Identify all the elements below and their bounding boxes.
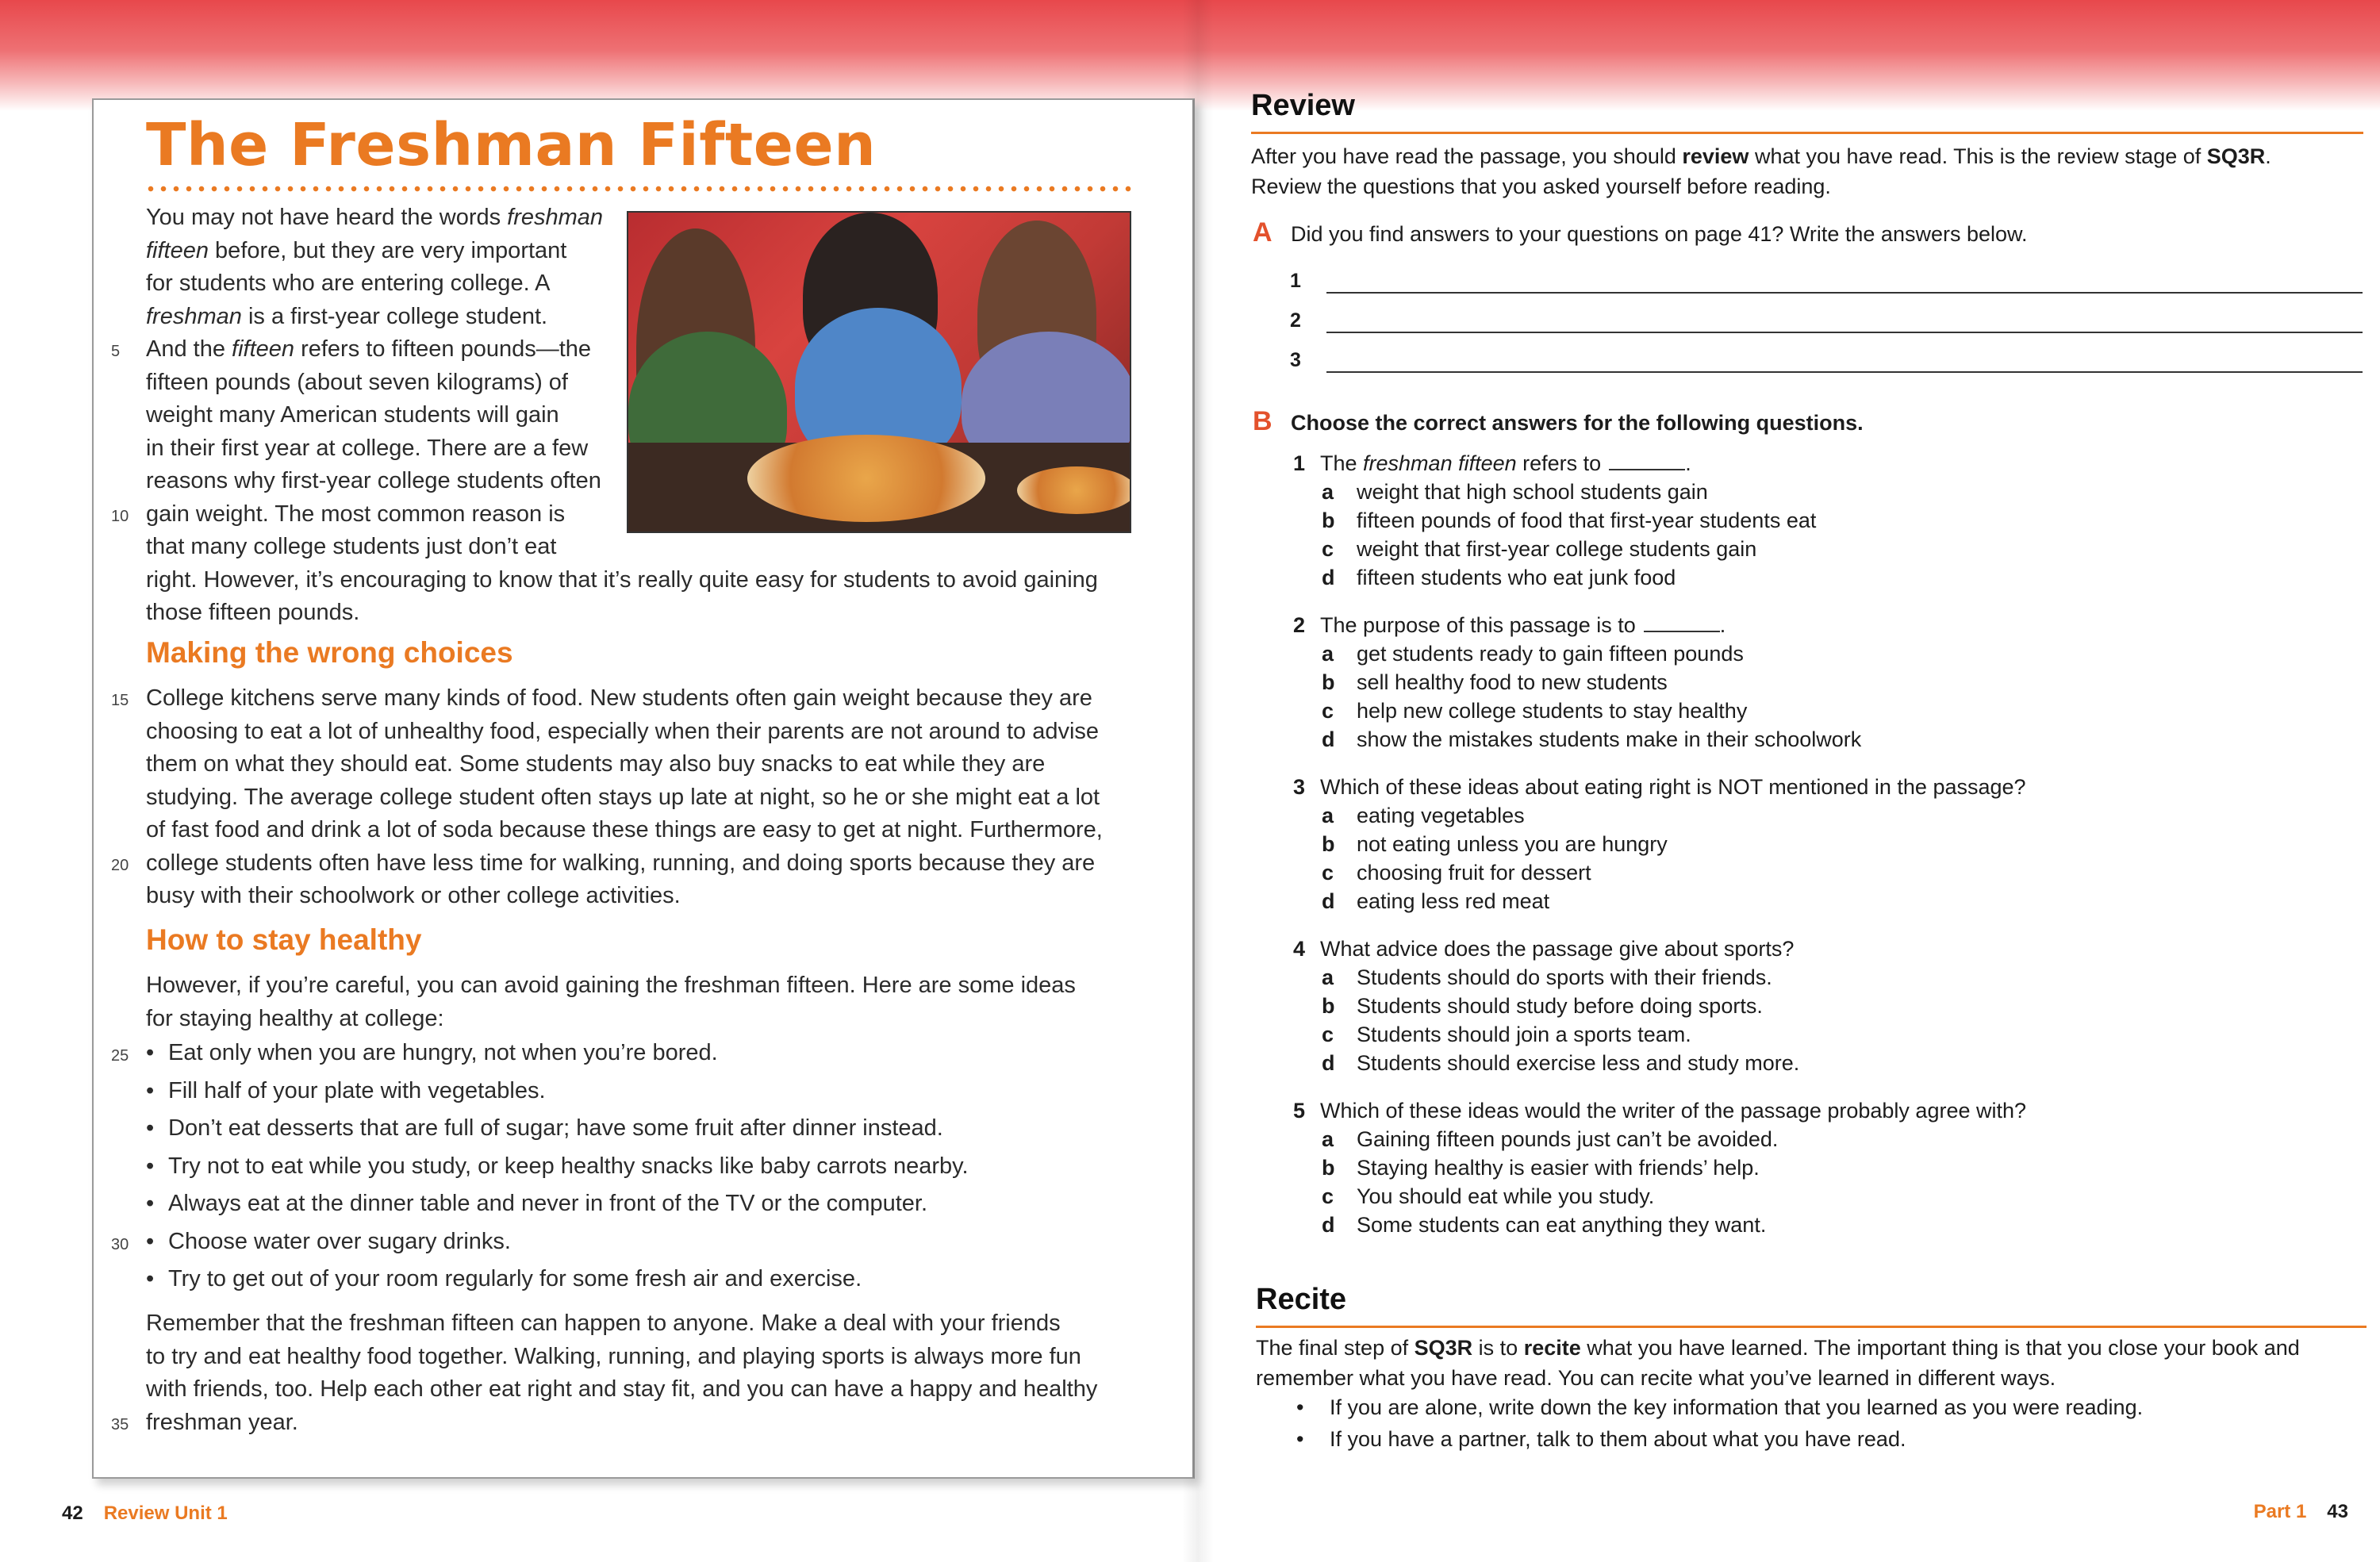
answer-blank [1644, 616, 1720, 632]
answer-number: 3 [1290, 349, 1301, 371]
intro-line: And the fifteen refers to fifteen pounds—the [146, 336, 592, 362]
line-number: 20 [111, 856, 129, 874]
intro-line: reasons why first-year college students often [146, 468, 601, 493]
answer-option[interactable]: b Students should study before doing sports. [1322, 994, 1763, 1018]
answer-option[interactable]: b sell healthy food to new students [1322, 670, 1668, 694]
students-eating-pizza-photo [627, 211, 1131, 533]
question-block [1293, 1096, 2026, 1239]
answer-option[interactable]: d Some students can eat anything they want. [1322, 1213, 1767, 1237]
intro-line: You may not have heard the words freshman [146, 205, 604, 230]
line-number: 35 [111, 1415, 129, 1433]
question-text: 4 What advice does the passage give about sports? [1293, 937, 1795, 961]
question-text: 3 Which of these ideas about eating right is NOT mentioned in the passage? [1293, 775, 2026, 799]
section1-line: college students often have less time for walking, running, and doing sports because they are [146, 850, 1096, 876]
recite-bullet-item: • If you are alone, write down the key information that you learned as you were reading. [1296, 1391, 2143, 1423]
intro-line: freshman is a first-year college student. [146, 303, 548, 329]
answer-line[interactable] [1326, 332, 2363, 333]
answer-option[interactable]: a get students ready to gain fifteen pounds [1322, 642, 1744, 666]
question-block [1293, 611, 1861, 754]
recite-intro-line-1: The final step of SQ3R is to recite what you have learned. The important thing is that you close your book and [1256, 1336, 2300, 1360]
page-number-right: 43 [2327, 1501, 2348, 1522]
intro-line: in their first year at college. There are a few [146, 435, 589, 461]
recite-rule [1256, 1326, 2367, 1328]
question-text: 2 The purpose of this passage is to . [1293, 613, 1726, 637]
healthy-tip-item: • Fill half of your plate with vegetables. [146, 1073, 969, 1111]
answer-option[interactable]: a Students should do sports with their friends. [1322, 965, 1772, 989]
answer-option[interactable]: b not eating unless you are hungry [1322, 832, 1668, 856]
answer-row[interactable] [1290, 305, 2363, 336]
answer-option[interactable]: d Students should exercise less and study more. [1322, 1051, 1800, 1075]
intro-line: right. However, it’s encouraging to know that it’s really quite easy for students to avoid gaining [146, 566, 1098, 593]
section1-line: College kitchens serve many kinds of food. New students often gain weight because they are [146, 685, 1092, 711]
section1-line: them on what they should eat. Some students may also buy snacks to eat while they are [146, 751, 1046, 777]
recite-bullet-item: • If you have a partner, talk to them about what you have read. [1296, 1423, 2143, 1455]
answer-line[interactable] [1326, 292, 2363, 294]
line-number: 5 [111, 343, 121, 360]
answer-line[interactable] [1326, 371, 2363, 373]
question-text: 5 Which of these ideas would the writer of the passage probably agree with? [1293, 1099, 2027, 1123]
review-heading: Review [1251, 89, 1355, 122]
answer-option[interactable]: a Gaining fifteen pounds just can’t be avoided. [1322, 1127, 1779, 1151]
answer-number: 1 [1290, 270, 1301, 292]
answer-row[interactable] [1290, 344, 2363, 376]
passage-title: The Freshman Fifteen [146, 111, 877, 179]
review-rule [1251, 132, 2363, 134]
answer-option[interactable]: c You should eat while you study. [1322, 1184, 1655, 1208]
intro-line: gain weight. The most common reason is [146, 501, 566, 527]
section-heading-stay-healthy: How to stay healthy [146, 923, 422, 956]
intro-line: for students who are entering college. A [146, 271, 551, 296]
closing-line: freshman year. [146, 1409, 298, 1435]
healthy-tips-list [146, 1034, 969, 1299]
page-number-left: 42 [62, 1503, 83, 1524]
title-dotted-rule [144, 186, 1134, 192]
intro-line: those fifteen pounds. [146, 600, 360, 625]
question-block [1293, 773, 2026, 915]
answer-option[interactable]: c choosing fruit for dessert [1322, 861, 1591, 885]
section-b-instruction: Choose the correct answers for the following questions. [1291, 411, 1864, 435]
section1-line: choosing to eat a lot of unhealthy food, especially when their parents are not around to advise [146, 718, 1100, 744]
intro-line: fifteen before, but they are very important [146, 237, 567, 263]
answer-blank [1609, 455, 1685, 470]
answer-number: 2 [1290, 309, 1301, 332]
recite-heading: Recite [1256, 1283, 1347, 1316]
line-number: 25 [111, 1047, 129, 1065]
answer-option[interactable]: d show the mistakes students make in their schoolwork [1322, 727, 1862, 751]
footer-part-label: Part 1 [2253, 1501, 2307, 1522]
healthy-tip-item: • Eat only when you are hungry, not when you’re bored. [146, 1034, 969, 1073]
closing-line: with friends, too. Help each other eat right and stay fit, and you can have a happy and healthy [146, 1376, 1098, 1402]
answer-option[interactable]: c weight that first-year college students gain [1322, 537, 1757, 561]
closing-line: to try and eat healthy food together. Walking, running, and playing sports is always more fun [146, 1343, 1081, 1369]
question-block [1293, 935, 1799, 1077]
question-text: 1 The freshman fifteen refers to . [1293, 451, 1691, 475]
review-intro-line-1: After you have read the passage, you should review what you have read. This is the review stage of SQ3R. [1251, 144, 2271, 168]
answer-option[interactable]: a eating vegetables [1322, 804, 1525, 827]
line-number: 30 [111, 1235, 129, 1253]
line-number: 15 [111, 692, 129, 709]
closing-line: Remember that the freshman fifteen can happen to anyone. Make a deal with your friends [146, 1311, 1061, 1336]
answer-option[interactable]: d eating less red meat [1322, 889, 1550, 913]
answer-option[interactable]: d fifteen students who eat junk food [1322, 566, 1676, 589]
photo-pizza [747, 435, 985, 522]
answer-option[interactable]: c help new college students to stay healthy [1322, 699, 1748, 723]
recite-intro-line-2: remember what you have read. You can recite what you’ve learned in different ways. [1256, 1366, 2056, 1390]
healthy-tip-item: • Don’t eat desserts that are full of sugar; have some fruit after dinner instead. [146, 1110, 969, 1148]
healthy-tip-item: • Try not to eat while you study, or keep healthy snacks like baby carrots nearby. [146, 1148, 969, 1186]
footer-left [62, 1503, 228, 1525]
photo-pizza-slice [1017, 466, 1131, 514]
recite-bullet-list [1296, 1391, 2143, 1455]
intro-line: fifteen pounds (about seven kilograms) of [146, 369, 568, 395]
answer-option[interactable]: b Staying healthy is easier with friends’ help. [1322, 1156, 1760, 1180]
section-a-instruction: Did you find answers to your questions on page 41? Write the answers below. [1291, 222, 2028, 246]
question-block [1293, 449, 1816, 592]
answer-option[interactable]: a weight that high school students gain [1322, 480, 1708, 504]
line-number: 10 [111, 507, 129, 525]
section1-line: of fast food and drink a lot of soda because these things are easy to get at night. Furthermore, [146, 817, 1103, 842]
section2-line: for staying healthy at college: [146, 1005, 444, 1031]
intro-line: that many college students just don’t eat [146, 534, 557, 559]
answer-row[interactable] [1290, 265, 2363, 297]
section1-line: studying. The average college student often stays up late at night, so he or she might eat a lot [146, 784, 1100, 810]
answer-option[interactable]: c Students should join a sports team. [1322, 1023, 1691, 1046]
section2-line: However, if you’re careful, you can avoid gaining the freshman fifteen. Here are some ideas [146, 973, 1076, 998]
healthy-tip-item: • Always eat at the dinner table and never in front of the TV or the computer. [146, 1185, 969, 1223]
footer-unit-label: Review Unit 1 [103, 1503, 228, 1524]
answer-option[interactable]: b fifteen pounds of food that first-year students eat [1322, 509, 1817, 532]
section-a-letter: A [1253, 217, 1273, 248]
section1-line: busy with their schoolwork or other college activities. [146, 883, 681, 908]
section-b-letter: B [1253, 406, 1273, 436]
healthy-tip-item: • Try to get out of your room regularly for some fresh air and exercise. [146, 1261, 969, 1299]
section-heading-wrong-choices: Making the wrong choices [146, 636, 513, 669]
intro-line: weight many American students will gain [146, 402, 559, 428]
footer-right [2254, 1501, 2348, 1523]
review-intro-line-2: Review the questions that you asked yourself before reading. [1251, 175, 1831, 198]
healthy-tip-item: • Choose water over sugary drinks. [146, 1223, 969, 1261]
